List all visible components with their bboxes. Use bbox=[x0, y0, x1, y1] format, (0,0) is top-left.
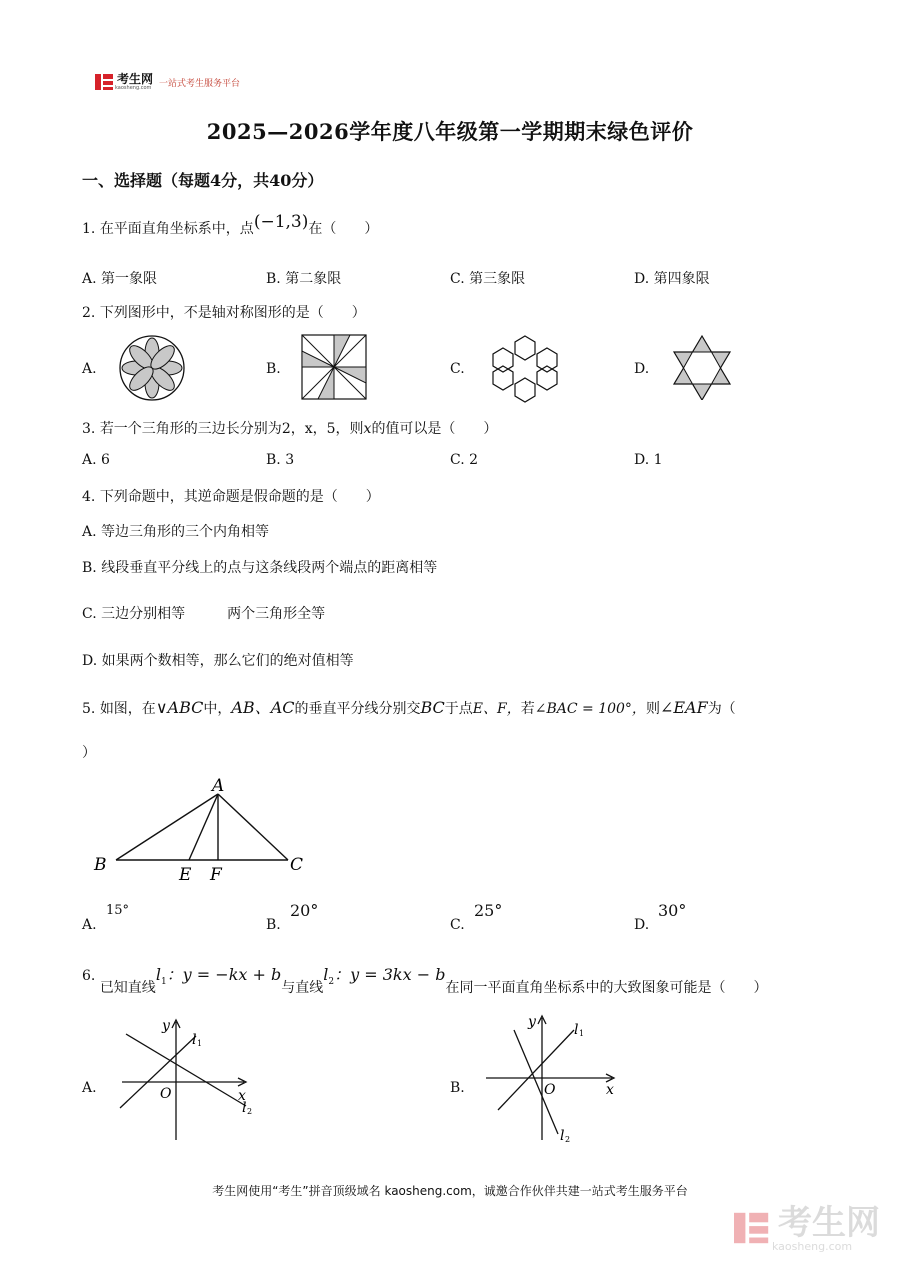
header-logo bbox=[95, 72, 240, 92]
svg-text:l: l bbox=[192, 1032, 197, 1048]
svg-text:1: 1 bbox=[579, 1029, 585, 1038]
q5-option-c-letter: C. bbox=[450, 917, 465, 933]
question-5: 5. 如图，在∨ABC中，AB、AC的垂直平分线分别交BC于点E、F，若∠BAC = 100°，则∠EAF为（ bbox=[82, 698, 736, 717]
svg-text:x: x bbox=[606, 1082, 614, 1098]
q4-option-b: B. 线段垂直平分线上的点与这条线段两个端点的距离相等 bbox=[82, 560, 438, 576]
watermark-domain: kaosheng.com bbox=[772, 1240, 853, 1253]
q5-option-b-letter: B. bbox=[266, 917, 281, 933]
q3-option-a: A. 6 bbox=[82, 452, 110, 468]
q2-figure-a-flower bbox=[118, 334, 186, 406]
q4-option-d: D. 如果两个数相等，那么它们的绝对值相等 bbox=[82, 653, 354, 669]
q1-number: 1. bbox=[82, 221, 96, 237]
svg-text:1: 1 bbox=[197, 1039, 203, 1048]
label-b: B bbox=[94, 855, 107, 875]
q6-graph-a bbox=[112, 1012, 262, 1148]
q2-figure-b-pinwheel bbox=[300, 334, 368, 404]
q5-option-b-value: 20° bbox=[290, 901, 319, 920]
svg-text:l: l bbox=[560, 1128, 565, 1144]
question-3: 3. 若一个三角形的三边长分别为2，x，5，则x的值可以是（ ） bbox=[82, 421, 498, 437]
question-2: 2. 下列图形中，不是轴对称图形的是（ ） bbox=[82, 305, 366, 321]
q1-point: (−1,3) bbox=[253, 212, 309, 232]
q6-option-a-label: A. bbox=[82, 1080, 97, 1096]
q4-option-a: A. 等边三角形的三个内角相等 bbox=[82, 524, 270, 540]
q2-option-c-label: C. bbox=[450, 361, 465, 377]
svg-text:O: O bbox=[160, 1086, 172, 1102]
q3-option-b: B. 3 bbox=[266, 452, 295, 468]
q5-option-c-value: 25° bbox=[474, 901, 503, 920]
q1-option-d: D. 第四象限 bbox=[634, 271, 710, 287]
q5-triangle-figure bbox=[88, 772, 318, 888]
q1-post: 在（ ） bbox=[308, 221, 379, 237]
watermark bbox=[734, 1203, 880, 1253]
logo-slogan: 一站式考生服务平台 bbox=[159, 78, 241, 89]
q1-option-a: A. 第一象限 bbox=[82, 271, 158, 287]
q6-option-b-label: B. bbox=[450, 1080, 465, 1096]
svg-text:y: y bbox=[162, 1018, 170, 1034]
page-footer: 考生网使用“考生”拼音顶级域名 kaosheng.com，诚邀合作伙伴共建一站式考生服务平台 bbox=[212, 1184, 688, 1198]
q5-option-a-value: 15° bbox=[106, 903, 130, 918]
q4-option-c: C. 三边分别相等 两个三角形全等 bbox=[82, 606, 326, 622]
label-a: A bbox=[212, 776, 225, 796]
label-e: E bbox=[179, 865, 192, 884]
question-1 bbox=[82, 212, 379, 238]
svg-text:2: 2 bbox=[565, 1135, 571, 1144]
q3-option-d: D. 1 bbox=[634, 452, 663, 468]
q2-option-a-label: A. bbox=[82, 361, 97, 377]
q2-option-b-label: B. bbox=[266, 361, 281, 377]
logo-name: 考生网 bbox=[117, 72, 154, 86]
watermark-name: 考生网 bbox=[778, 1203, 880, 1243]
page-title: 2025—2026学年度八年级第一学期期末绿色评价 bbox=[206, 119, 694, 144]
q1-option-c: C. 第三象限 bbox=[450, 271, 526, 287]
section-heading: 一、选择题（每题4分，共40分） bbox=[82, 171, 324, 190]
svg-text:l: l bbox=[242, 1100, 247, 1116]
kaosheng-logo-icon bbox=[95, 72, 115, 92]
q5-option-a-letter: A. bbox=[82, 917, 97, 933]
label-f: F bbox=[210, 865, 222, 884]
svg-text:y: y bbox=[528, 1014, 536, 1030]
q6-graph-b bbox=[480, 1010, 630, 1150]
q5-option-d-value: 30° bbox=[658, 901, 687, 920]
label-c: C bbox=[290, 855, 304, 875]
svg-text:2: 2 bbox=[247, 1107, 253, 1116]
q5-option-d-letter: D. bbox=[634, 917, 650, 933]
q1-option-b: B. 第二象限 bbox=[266, 271, 342, 287]
q3-option-c: C. 2 bbox=[450, 452, 479, 468]
question-4: 4. 下列命题中，其逆命题是假命题的是（ ） bbox=[82, 489, 380, 505]
question-6: 6. 已知直线$l_1$：y = −kx + b与直线$l_2$：y = 3kx − b在同一平面直角坐标系中的大致图象可能是（ ） bbox=[82, 965, 768, 996]
watermark-logo-icon bbox=[734, 1209, 772, 1251]
svg-text:O: O bbox=[544, 1082, 556, 1098]
q1-pre: 在平面直角坐标系中，点 bbox=[99, 221, 254, 237]
q2-figure-d-star bbox=[670, 334, 734, 404]
svg-text:l: l bbox=[574, 1022, 579, 1038]
svg-text:x: x bbox=[238, 1088, 246, 1104]
q2-figure-c-hexagons bbox=[485, 334, 565, 408]
logo-domain: kaosheng.com bbox=[115, 85, 152, 91]
q5-close-paren: ） bbox=[82, 745, 96, 761]
q2-option-d-label: D. bbox=[634, 361, 650, 377]
